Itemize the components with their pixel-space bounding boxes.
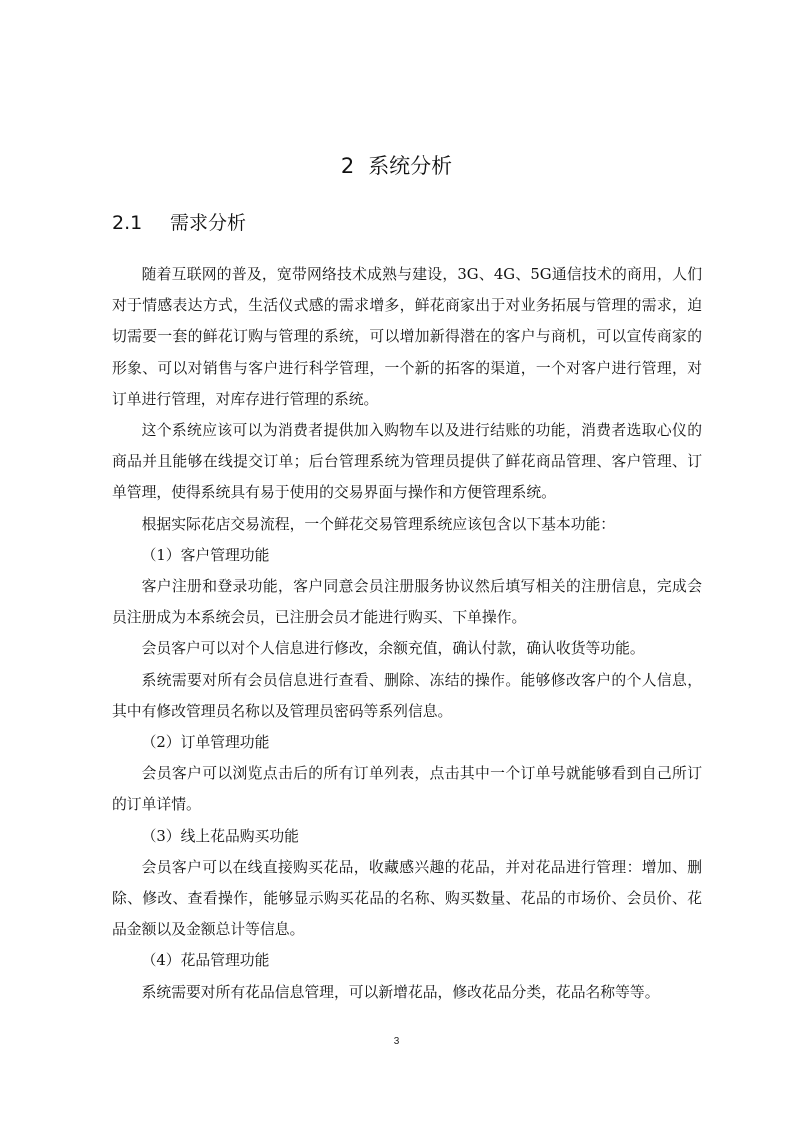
body-text (112, 259, 702, 1008)
chapter-title-text: 系统分析 (368, 154, 453, 178)
paragraph: 系统需要对所有会员信息进行查看、删除、冻结的操作。能够修改客户的个人信息，其中有修改管理员名称以及管理员密码等系列信息。 (112, 671, 702, 720)
subheading-order-management: （2）订单管理功能 (141, 734, 270, 752)
paragraph: 根据实际花店交易流程，一个鲜花交易管理系统应该包含以下基本功能： (141, 515, 616, 533)
subheading-flower-management: （4）花品管理功能 (141, 952, 270, 970)
paragraph: 随着互联网的普及，宽带网络技术成熟与建设，3G、4G、5G通信技术的商用，人们对于情感表达方式，生活仪式感的需求增多，鲜花商家出于对业务拓展与管理的需求，迫切需要一套的鲜花订购与管理的系统，可以增加新得潜在的客户与商机，可以宣传商家的形象、可以对销售与客户进行科学管理，一个新的拓客的渠道，一个对客户进行管理，对订单进行管理，对库存进行管理的系统。 (112, 266, 702, 408)
paragraph: 客户注册和登录功能，客户同意会员注册服务协议然后填写相关的注册信息，完成会员注册成为本系统会员，已注册会员才能进行购买、下单操作。 (112, 578, 702, 627)
subheading-online-purchase: （3）线上花品购买功能 (141, 827, 299, 845)
paragraph: 这个系统应该可以为消费者提供加入购物车以及进行结账的功能，消费者选取心仪的商品并且能够在线提交订单；后台管理系统为管理员提供了鲜花商品管理、客户管理、订单管理，使得系统具有易于使用的交易界面与操作和方便管理系统。 (112, 422, 702, 502)
paragraph: 系统需要对所有花品信息管理，可以新增花品，修改花品分类，花品名称等等。 (141, 983, 660, 1001)
section-title (112, 208, 246, 238)
subheading-customer-management: （1）客户管理功能 (141, 546, 270, 564)
paragraph: 会员客户可以对个人信息进行修改，余额充值，确认付款，确认收货等功能。 (141, 640, 645, 658)
section-title-text: 需求分析 (170, 212, 247, 234)
chapter-title (0, 150, 793, 182)
paragraph: 会员客户可以在线直接购买花品，收藏感兴趣的花品，并对花品进行管理：增加、删除、修改、查看操作，能够显示购买花品的名称、购买数量、花品的市场价、会员价、花品金额以及金额总计等信息。 (112, 858, 702, 939)
page-number: 3 (393, 1036, 400, 1047)
chapter-number: 2 (340, 154, 355, 178)
section-number: 2.1 (112, 212, 143, 234)
paragraph: 会员客户可以浏览点击后的所有订单列表，点击其中一个订单号就能够看到自己所订的订单详情。 (112, 765, 702, 814)
